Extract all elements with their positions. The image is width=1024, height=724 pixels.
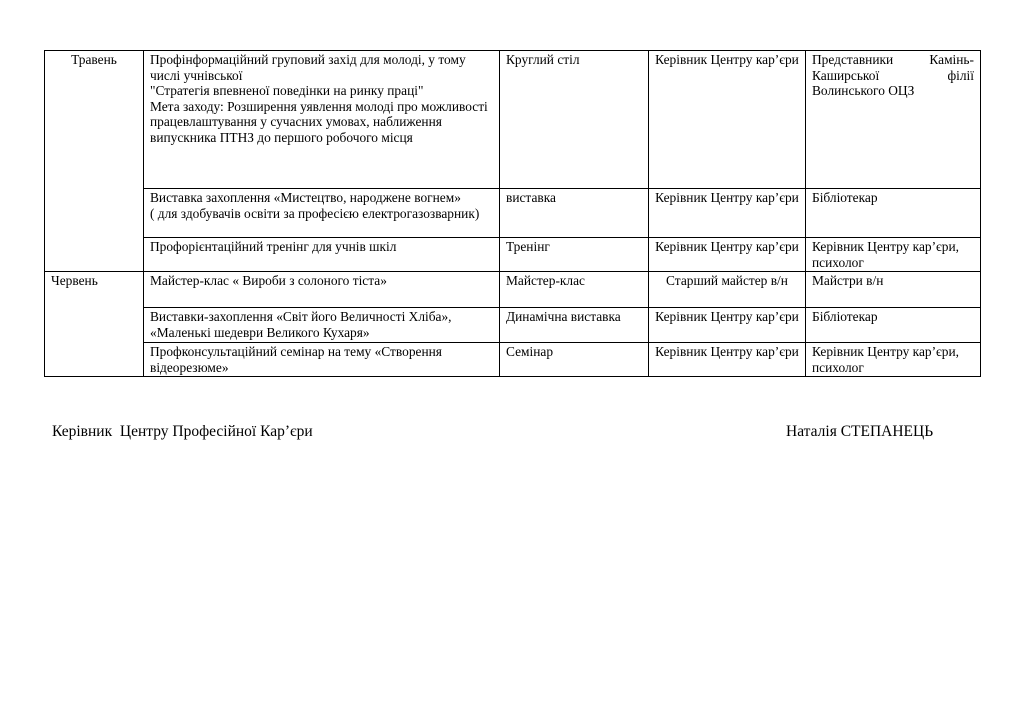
participants-cell: Представники Камінь-Каширської філії Волинського ОЦЗ — [806, 51, 981, 189]
participants-cell: Бібліотекар — [806, 308, 981, 343]
event-cell: Профінформаційний груповий захід для молоді, у тому числі учнівської "Стратегія впевненої поведінки на ринку праці" Мета заходу: Розширення уявлення молоді про можливості працевлаштування у сучасних умовах, наближення випускника ПТНЗ до першого робочого місця — [144, 51, 500, 189]
event-cell: Профорієнтаційний тренінг для учнів шкіл — [144, 238, 500, 272]
form-cell: Семінар — [500, 343, 649, 377]
participants-cell: Майстри в/н — [806, 272, 981, 308]
month-cell: Травень — [45, 51, 144, 272]
responsible-cell: Керівник Центру кар’єри — [649, 189, 806, 238]
event-cell: Виставки-захоплення «Світ його Величності Хліба», «Маленькі шедеври Великого Кухаря» — [144, 308, 500, 343]
responsible-cell: Керівник Центру кар’єри — [649, 238, 806, 272]
events-table — [44, 50, 981, 377]
form-cell: Динамічна виставка — [500, 308, 649, 343]
table-row — [45, 189, 981, 238]
table-row — [45, 343, 981, 377]
responsible-cell: Керівник Центру кар’єри — [649, 343, 806, 377]
form-cell: Тренінг — [500, 238, 649, 272]
signature-name: Наталія СТЕПАНЕЦЬ — [786, 423, 934, 440]
form-cell: виставка — [500, 189, 649, 238]
participants-cell: Керівник Центру кар’єри, психолог — [806, 343, 981, 377]
table-row — [45, 238, 981, 272]
table-row — [45, 308, 981, 343]
event-cell: Виставка захоплення «Мистецтво, народжене вогнем» ( для здобувачів освіти за професією електрогазозварник) — [144, 189, 500, 238]
table-row — [45, 51, 981, 189]
participants-cell: Бібліотекар — [806, 189, 981, 238]
table-row — [45, 272, 981, 308]
form-cell: Круглий стіл — [500, 51, 649, 189]
responsible-cell: Керівник Центру кар’єри — [649, 51, 806, 189]
event-cell: Майстер-клас « Вироби з солоного тіста» — [144, 272, 500, 308]
responsible-cell: Керівник Центру кар’єри — [649, 308, 806, 343]
responsible-cell: Старший майстер в/н — [649, 272, 806, 308]
signature-position: Керівник Центру Професійної Кар’єри — [52, 423, 313, 440]
form-cell: Майстер-клас — [500, 272, 649, 308]
participants-cell: Керівник Центру кар’єри, психолог — [806, 238, 981, 272]
event-cell: Профконсультаційний семінар на тему «Створення відеорезюме» — [144, 343, 500, 377]
month-cell: Червень — [45, 272, 144, 377]
